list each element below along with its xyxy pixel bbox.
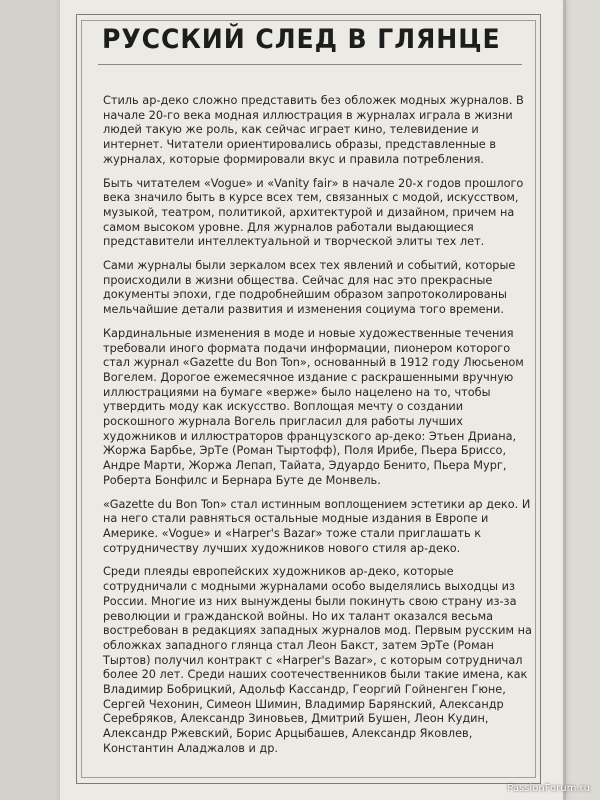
- paragraph-1: Стиль ар-деко сложно представить без обложек модных журналов. В начале 20-го века модная иллюстрация в журналах играла в жизни людей такую же роль, как сейчас играет кино, телевидение и интернет. Читатели ориентировались образы, представленные в журналах, которые формировали вкус и правила потребления.: [103, 94, 524, 166]
- panel-edge: [563, 0, 566, 800]
- paragraph-6: Среди плеяды европейских художников ар-деко, которые сотрудничали с модными журналами особо выделялись выходцы из России. Многие из них вынуждены были покинуть свою страну из-за революции и гражданской войны. Но их талант оказался весьма востребован в редакциях западных журналов мод. Первым русским на обложках западного глянца стал Леон Бакст, затем ЭрТе (Роман Тыртов) получил контракт с «Harper's Bazar», с которым сотрудничал более 20 лет. Среди наших соотечественников были такие имена, как Владимир Бобрицкий, Адольф Кассандр, Георгий Гойненген Гюне, Сергей Чехонин, Симеон Шимин, Владимир Барянский, Александр Серебряков, Александр Зиновьев, Дмитрий Бушен, Леон Кудин, Александр Ржевский, Борис Арцыбашев, Александр Яковлев, Константин Аладжалов и др.: [103, 565, 532, 755]
- paragraph-2: Быть читателем «Vogue» и «Vanity fair» в начале 20-х годов прошлого века значило быть в курсе всех тем, связанных с модой, искусством, музыкой, театром, политикой, архитектурой и дизайном, причем на самом высоком уровне. Для журналов работали выдающиеся представители интеллектуальной и творческой элиты тех лет.: [103, 176, 524, 249]
- paragraph-4: Кардинальные изменения в моде и новые художественные течения требовали иного формата подачи информации, пионером которого стал журнал «Gazette du Bon Ton», основанный в 1912 году Люсьеном Вогелем. Дорогое ежемесячное издание с раскрашенными вручную иллюстрациями на бумаге «верже» было нацелено на то, чтобы утвердить моду как искусство. Воплощая мечту о создании роскошного журнала Вогель пригласил для работы лучших художников и иллюстраторов французского ар-деко: Этьен Дриана, Жоржа Барбье, ЭрТе (Роман Тыртофф), Поля Ирибе, Пьера Бриссо, Андре Марти, Жоржа Лепап, Тайата, Эдуардо Бенито, Пьера Мург, Роберта Бонфилс и Бернара Буте де Монвель.: [103, 326, 524, 487]
- wall-left: [0, 0, 60, 800]
- watermark: PassionForum.ru: [507, 783, 590, 794]
- paragraph-3: Сами журналы были зеркалом всех тех явлений и событий, которые происходили в жизни общества. Сейчас для нас это прекрасные документы эпохи, где подробнейшим образом запротоколированы мельчайшие детали развития и изменения социума того времени.: [103, 259, 516, 317]
- title-divider: [98, 64, 522, 65]
- paragraph-5: «Gazette du Bon Ton» стал истинным воплощением эстетики ар деко. И на него стали равняться остальные модные издания в Европе и Америке. «Vogue» и «Harper's Bazar» тоже стали приглашать к сотрудничеству лучших художников нового стиля ар-деко.: [103, 497, 531, 555]
- panel-title: РУССКИЙ СЛЕД В ГЛЯНЦЕ: [102, 24, 501, 55]
- panel-body-text: [103, 94, 537, 766]
- wall-right: [560, 0, 600, 800]
